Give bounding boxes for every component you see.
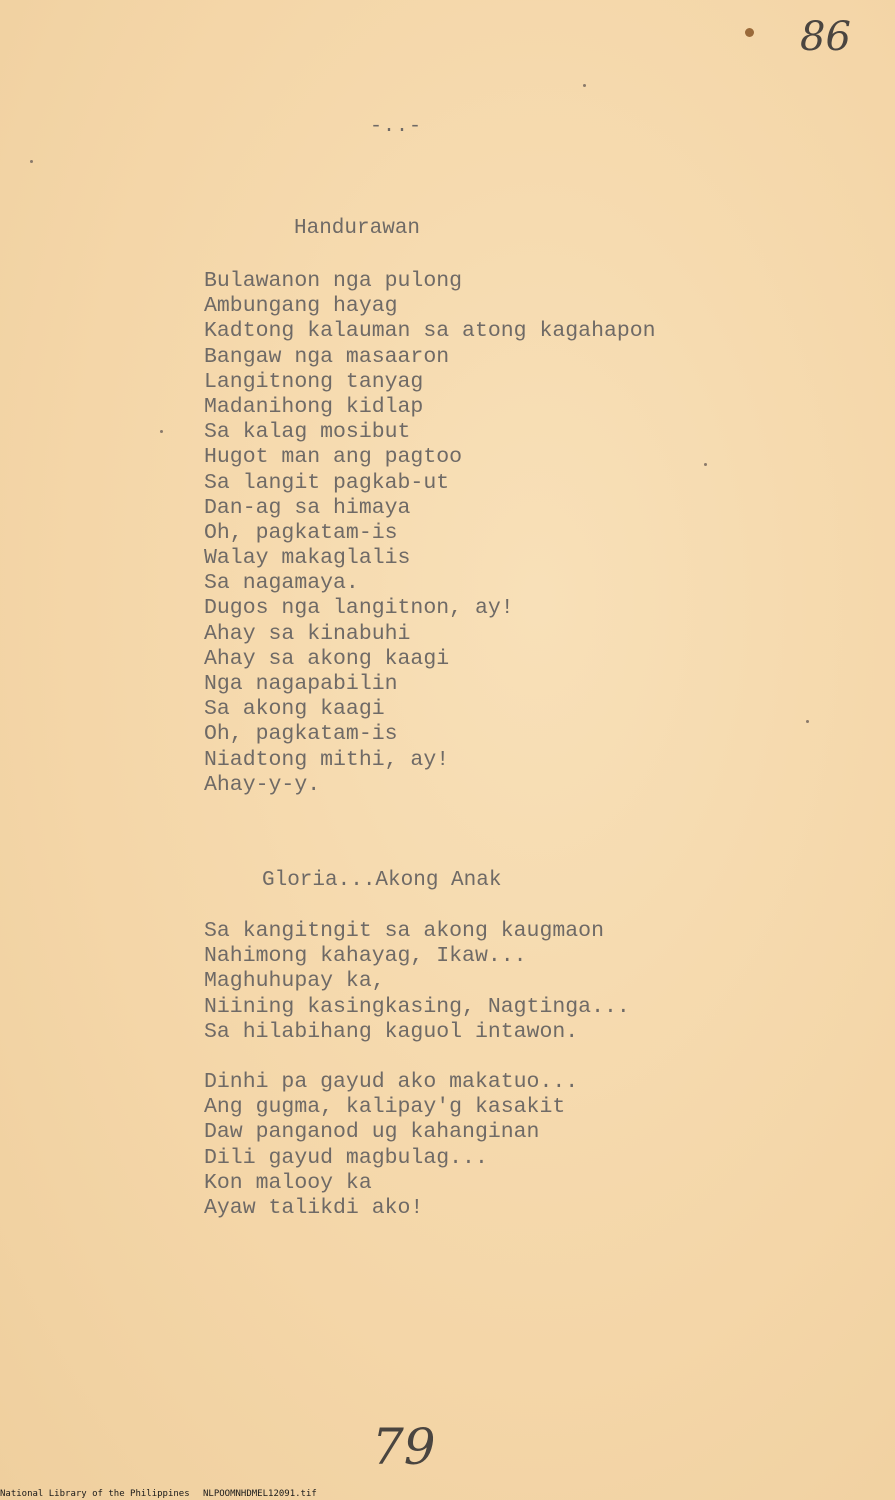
footer-filename: NLPOOMNHDMEL12091.tif xyxy=(203,1489,317,1499)
ink-stain xyxy=(745,28,754,37)
verse-line: Bulawanon nga pulong xyxy=(204,269,463,293)
verse-line: Dan-ag sa himaya xyxy=(204,495,411,520)
verse-line: Ayaw talikdi ako! xyxy=(204,1195,424,1220)
verse-line: Sa hilabihang kaguol intawon. xyxy=(204,1019,579,1044)
verse-line: Dili gayud magbulag... xyxy=(204,1145,488,1170)
verse-line: Sa nagamaya. xyxy=(204,571,359,596)
verse-line: Kadtong kalauman sa atong kagahapon xyxy=(204,319,656,344)
verse-line: Hugot man ang pagtoo xyxy=(204,445,463,470)
verse-line: Ambungang hayag xyxy=(204,294,398,319)
verse-line: Kon malooy ka xyxy=(204,1170,372,1195)
verse-line: Bangaw nga masaaron xyxy=(204,344,450,369)
poem-stanza xyxy=(204,269,656,798)
verse-line: Ang gugma, kalipay'g kasakit xyxy=(204,1095,566,1120)
footer-library: National Library of the Philippines xyxy=(0,1489,190,1499)
verse-line: Dugos nga langitnon, ay! xyxy=(204,596,514,621)
verse-line: Sa akong kaagi xyxy=(204,697,385,722)
verse-line: Nga nagapabilin xyxy=(204,672,398,696)
verse-line: Dinhi pa gayud ako makatuo... xyxy=(204,1070,579,1094)
poem-title: Gloria...Akong Anak xyxy=(262,869,502,892)
verse-line: Ahay-y-y. xyxy=(204,772,321,797)
paper-speck xyxy=(806,720,809,723)
verse-line: Niining kasingkasing, Nagtinga... xyxy=(204,994,630,1019)
verse-line: Niadtong mithi, ay! xyxy=(204,747,450,772)
verse-line: Sa kalag mosibut xyxy=(204,420,411,445)
verse-line: Madanihong kidlap xyxy=(204,394,424,419)
verse-line: Oh, pagkatam-is xyxy=(204,520,398,545)
poem-stanza xyxy=(204,919,630,1045)
paper-speck xyxy=(30,160,33,163)
verse-line: Sa langit pagkab-ut xyxy=(204,470,450,495)
verse-line: Oh, pagkatam-is xyxy=(204,722,398,747)
paper-speck xyxy=(160,430,163,433)
verse-line: Sa kangitngit sa akong kaugmaon xyxy=(204,919,604,943)
handwritten-page-number: 79 xyxy=(372,1418,436,1476)
poem-title: Handurawan xyxy=(294,217,421,240)
paper-speck xyxy=(704,463,707,466)
verse-line: Daw panganod ug kahanginan xyxy=(204,1120,540,1145)
page-marker: -..- xyxy=(370,115,423,138)
verse-line: Maghuhupay ka, xyxy=(204,969,385,994)
folio-number: 86 xyxy=(800,14,851,60)
poem-stanza xyxy=(204,1070,578,1221)
verse-line: Langitnong tanyag xyxy=(204,369,424,394)
paper-speck xyxy=(583,84,586,87)
verse-line: Ahay sa kinabuhi xyxy=(204,621,411,646)
verse-line: Walay makaglalis xyxy=(204,546,411,571)
verse-line: Nahimong kahayag, Ikaw... xyxy=(204,944,527,969)
verse-line: Ahay sa akong kaagi xyxy=(204,646,450,671)
